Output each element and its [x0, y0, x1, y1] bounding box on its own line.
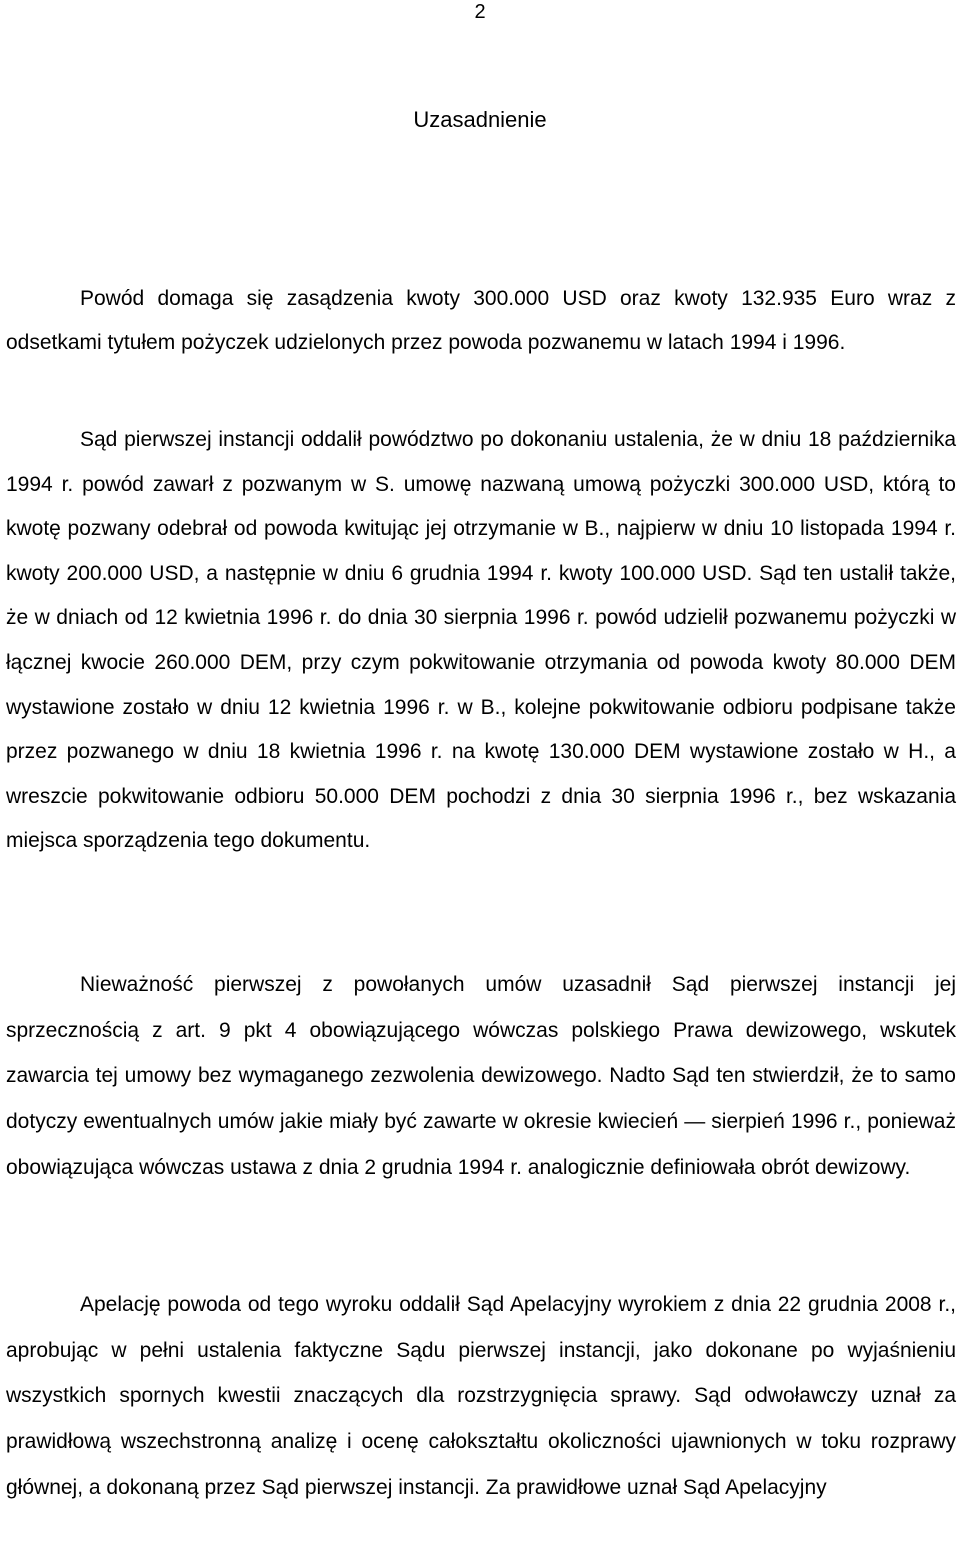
page-number: 2 [474, 1, 486, 23]
paragraph: Apelację powoda od tego wyroku oddalił Sąd Apelacyjny wyrokiem z dnia 22 grudnia 2008 r., aprobując w pełni ustalenia faktyczne Sądu pierwszej instancji, jako dokonane po wyjaśnieniu wszystkich spornych kwestii znaczących dla rozstrzygnięcia sprawy. Sąd odwoławczy uznał za prawidłową wszechstronną analizę i ocenę całokształtu okoliczności ujawnionych w toku rozprawy głównej, a dokonaną przez Sąd pierwszej instancji. Za prawidłowe uznał Sąd Apelacyjny [6, 1293, 956, 1499]
paragraph: Nieważność pierwszej z powołanych umów uzasadnił Sąd pierwszej instancji jej sprzecznością z art. 9 pkt 4 obowiązującego wówczas polskiego Prawa dewizowego, wskutek zawarcia tej umowy bez wymaganego zezwolenia dewizowego. Nadto Sąd ten stwierdził, że to samo dotyczy ewentualnych umów jakie miały być zawarte w okresie kwiecień — sierpień 1996 r., ponieważ obowiązująca wówczas ustawa z dnia 2 grudnia 1994 r. analogicznie definiowała obrót dewizowy. [6, 973, 956, 1179]
paragraph: Powód domaga się zasądzenia kwoty 300.000 USD oraz kwoty 132.935 Euro wraz z odsetkami tytułem pożyczek udzielonych przez powoda pozwanemu w latach 1994 i 1996. [6, 287, 956, 354]
paragraph: Sąd pierwszej instancji oddalił powództwo po dokonaniu ustalenia, że w dniu 18 października 1994 r. powód zawarł z pozwanym w S. umowę nazwaną umową pożyczki 300.000 USD, którą to kwotę pozwany odebrał od powoda kwitując jej otrzymanie w B., najpierw w dniu 10 listopada 1994 r. kwoty 200.000 USD, a następnie w dniu 6 grudnia 1994 r. kwoty 100.000 USD. Sąd ten ustalił także, że w dniach od 12 kwietnia 1996 r. do dnia 30 sierpnia 1996 r. powód udzielił pozwanemu pożyczki w łącznej kwocie 260.000 DEM, przy czym pokwitowanie otrzymania od powoda kwoty 80.000 DEM wystawione zostało w dniu 12 kwietnia 1996 r. w B., kolejne pokwitowanie odbioru podpisane także przez pozwanego w dniu 18 kwietnia 1996 r. na kwotę 130.000 DEM wystawione zostało w H., a wreszcie pokwitowanie odbioru 50.000 DEM pochodzi z dnia 30 sierpnia 1996 r., bez wskazania miejsca sporządzenia tego dokumentu. [6, 428, 956, 853]
document-heading: Uzasadnienie [413, 107, 547, 132]
